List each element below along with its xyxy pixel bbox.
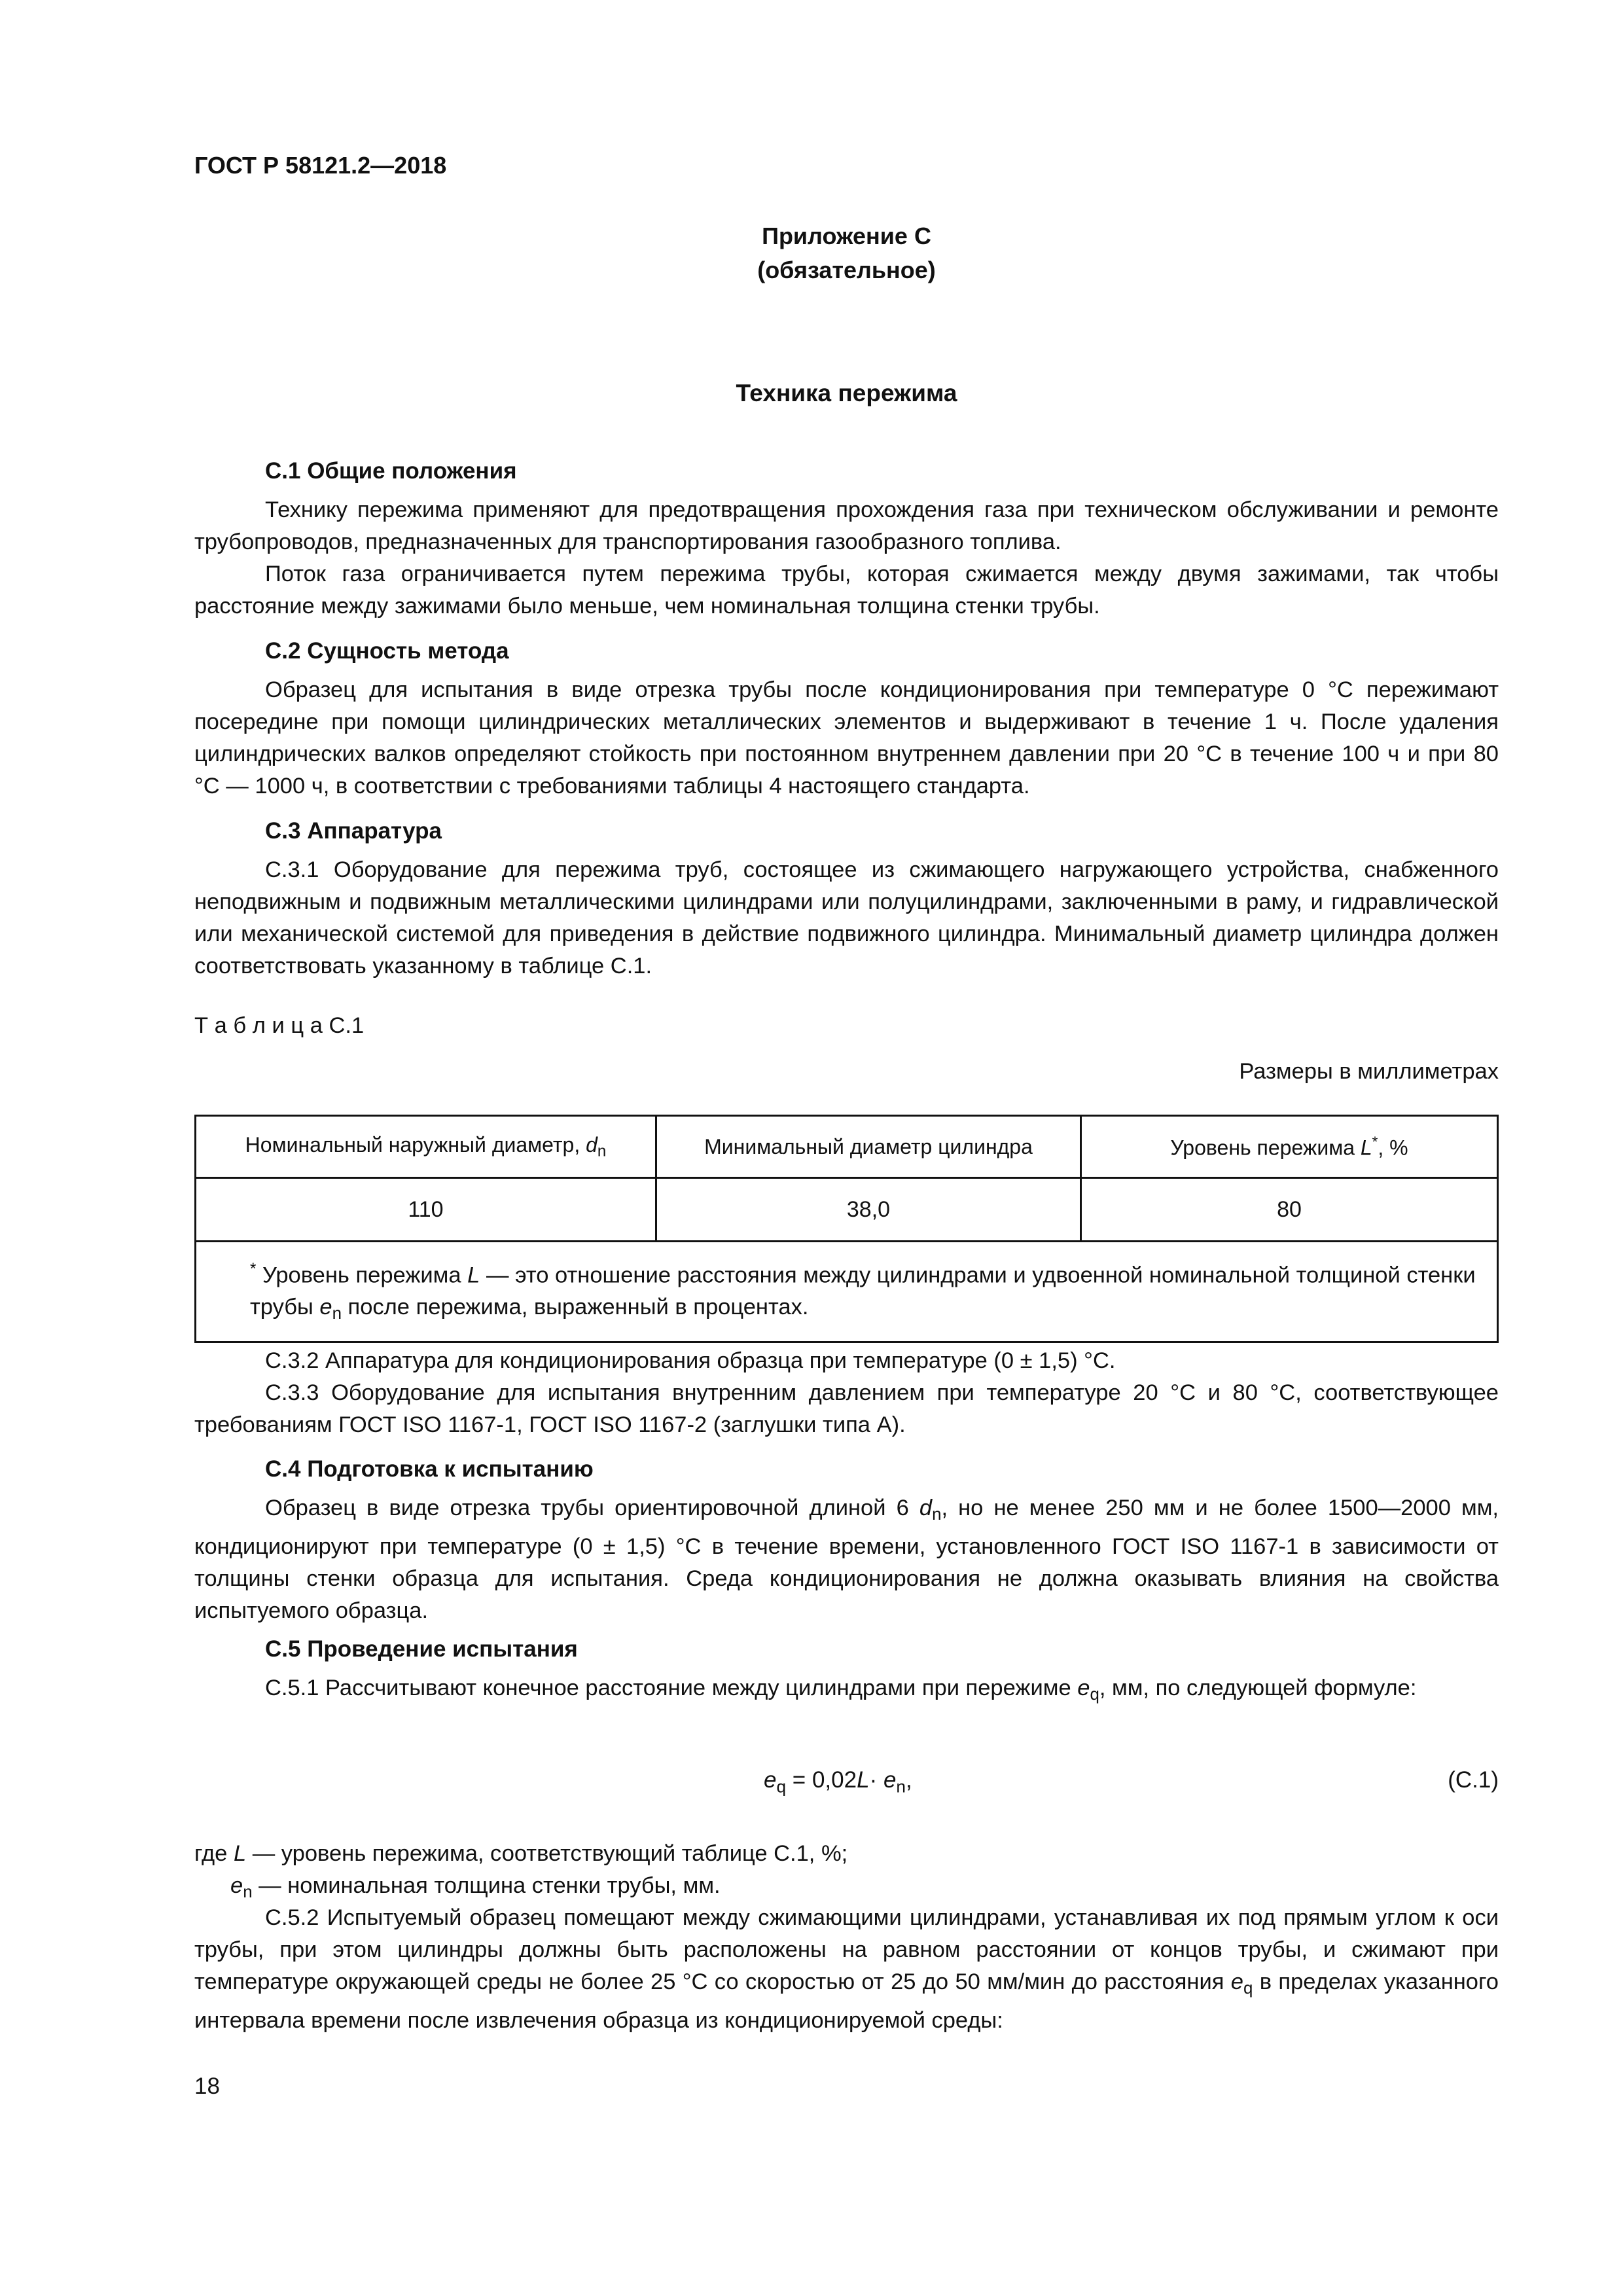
document-code: ГОСТ Р 58121.2—2018: [194, 152, 447, 179]
formula-sub: n: [896, 1776, 906, 1797]
section-c4-heading: С.4 Подготовка к испытанию: [265, 1456, 594, 1482]
formula-var: e: [883, 1767, 897, 1793]
para-var: d: [919, 1496, 933, 1520]
section-c4-paragraph-1: [194, 1492, 1499, 1627]
section-c3-heading: С.3 Аппаратура: [265, 818, 442, 844]
page-number: 18: [194, 2073, 220, 2099]
appendix-status: (обязательное): [757, 257, 936, 283]
table-cell-pinch-level: 80: [1081, 1178, 1498, 1242]
note-text: после пережима, выраженный в процентах.: [341, 1295, 809, 1320]
table-caption: Т а б л и ц а С.1: [194, 1013, 365, 1038]
table-units: Размеры в миллиметрах: [1239, 1059, 1499, 1084]
formula-text: = 0,02: [786, 1767, 857, 1793]
section-c3-paragraph-2: С.3.2 Аппаратура для кондиционирования образца при температуре (0 ± 1,5) °С.: [265, 1348, 1116, 1373]
appendix-name: Техника пережима: [736, 380, 957, 406]
section-c5-paragraph-2: [194, 1902, 1499, 2037]
para-sub: q: [1243, 1979, 1253, 1998]
table-header-min-cylinder-diameter: Минимальный диаметр цилиндра: [656, 1116, 1080, 1178]
table-c1: [194, 1115, 1499, 1343]
section-c1-paragraph-1: Технику пережима применяют для предотвращения прохождения газа при техническом обслуживании и ремонте трубопроводов, предназначенных для транспортирования газообразного топлива.: [194, 497, 1499, 554]
table-cell-min-cylinder-diameter: 38,0: [656, 1178, 1080, 1242]
para-var: e: [1230, 1969, 1243, 1994]
para-text: где: [194, 1841, 234, 1866]
header-var: L: [1360, 1136, 1372, 1160]
section-c5-heading: С.5 Проведение испытания: [265, 1636, 578, 1662]
formula-var: e: [764, 1767, 777, 1793]
note-var: L: [467, 1263, 480, 1288]
header-text: Номинальный наружный диаметр,: [245, 1132, 586, 1157]
para-text: , но не менее 250 мм и не более 1500—2000 мм, кондиционируют при температуре (0 ± 1,5) °С в течение времени, установленного ГОСТ ISO 1167-1 в зависимости от толщины стенки образца для испытания. Среда кондиционирования не должна оказывать влияния на свойства испытуемого образца.: [194, 1496, 1499, 1624]
header-sup: *: [1372, 1133, 1378, 1150]
section-c3-paragraph-3: С.3.3 Оборудование для испытания внутренним давлением при температуре 20 °С и 80 °С, соответствующее требованиям ГОСТ ISO 1167-1, ГОСТ ISO 1167-2 (заглушки типа А).: [194, 1380, 1499, 1437]
where-line-1: [194, 1838, 1499, 1870]
formula-sub: q: [776, 1776, 787, 1797]
para-text: — номинальная толщина стенки трубы, мм.: [252, 1873, 721, 1898]
note-sub: n: [332, 1304, 342, 1323]
header-sub: n: [597, 1142, 607, 1160]
header-var: d: [586, 1132, 597, 1157]
note-var: e: [319, 1295, 332, 1320]
section-c1-heading: С.1 Общие положения: [265, 458, 517, 484]
para-text: , мм, по следующей формуле:: [1099, 1676, 1417, 1700]
formula-var: L: [857, 1767, 870, 1793]
para-var: e: [230, 1873, 243, 1898]
appendix-title: Приложение С: [762, 223, 931, 249]
para-text: С.5.1 Рассчитывают конечное расстояние между цилиндрами при пережиме: [265, 1676, 1078, 1700]
para-sub: q: [1090, 1685, 1099, 1704]
para-text: С.5.2 Испытуемый образец помещают между сжимающими цилиндрами, устанавливая их под прямым углом к оси трубы, при этом цилиндры должны быть расположены на равном расстоянии от концов трубы, и сжимают при температуре окружающей среды не более 25 °С со скоростью от 25 до 50 мм/мин до расстояния: [194, 1905, 1499, 1994]
para-sub: n: [243, 1883, 253, 1902]
formula-expression: [764, 1767, 912, 1797]
section-c3-paragraph-1: С.3.1 Оборудование для пережима труб, состоящее из сжимающего нагружающего устройства, снабженного неподвижным и подвижным металлическими цилиндрами или полуцилиндрами, заключенными в раму, и гидравлической или механической системой для приведения в действие подвижного цилиндра. Минимальный диаметр цилиндра должен соответствовать указанному в таблице С.1.: [194, 857, 1499, 978]
header-tail: , %: [1378, 1136, 1408, 1160]
table-cell-outer-diameter: 110: [196, 1178, 656, 1242]
header-text: Уровень пережима: [1170, 1136, 1361, 1160]
para-text: в пределах указанного интервала времени после извлечения образца из кондиционируемой среды:: [194, 1969, 1499, 2034]
note-mark: *: [250, 1260, 257, 1278]
section-c1-paragraph-2: Поток газа ограничивается путем пережима трубы, которая сжимается между двумя зажимами, так чтобы расстояние между зажимами было меньше, чем номинальная толщина стенки трубы.: [194, 562, 1499, 619]
table-header-row: [196, 1116, 1498, 1178]
section-c2-paragraph-1: Образец для испытания в виде отрезка трубы после кондиционирования при температуре 0 °С пережимают посередине при помощи цилиндрических металлических элементов и выдерживают в течение 1 ч. После удаления цилиндрических валков определяют стойкость при постоянном внутреннем давлении при 20 °С в течение 100 ч и при 80 °С — 1000 ч, в соответствии с требованиями таблицы 4 настоящего стандарта.: [194, 677, 1499, 798]
para-var: L: [233, 1841, 247, 1866]
note-text: Уровень пережима: [256, 1263, 468, 1288]
section-c5-paragraph-1: [194, 1672, 1499, 1711]
table-row: [196, 1178, 1498, 1242]
formula-number: (С.1): [1448, 1767, 1499, 1793]
table-header-pinch-level: [1081, 1116, 1498, 1178]
section-c2-heading: С.2 Сущность метода: [265, 638, 509, 664]
para-text: — уровень пережима, соответствующий таблице С.1, %;: [246, 1841, 848, 1866]
para-text: Образец в виде отрезка трубы ориентировочной длиной 6: [265, 1496, 919, 1520]
table-note: [196, 1242, 1498, 1342]
formula-text: ·: [869, 1767, 883, 1793]
formula-c1: [194, 1767, 1499, 1800]
formula-text: ,: [906, 1767, 912, 1793]
para-sub: n: [932, 1505, 942, 1524]
para-var: e: [1077, 1676, 1090, 1700]
note-text: — это отношение расстояния между цилиндрами и удвоенной номинальной толщиной стенки трубы: [250, 1263, 1476, 1320]
table-header-outer-diameter: [196, 1116, 656, 1178]
table-note-row: [196, 1242, 1498, 1342]
